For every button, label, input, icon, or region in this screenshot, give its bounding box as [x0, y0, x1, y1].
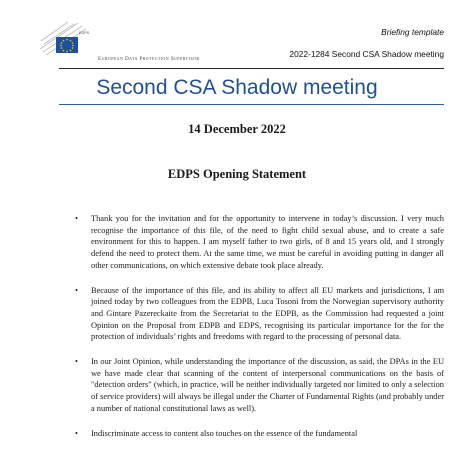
bullet-text: Thank you for the invitation and for the opportunity to intervene in today’s discussion. I very much recognise the importance of this file, of the need to fight child sexual abuse, and to create a safe environment for this to happen. I am myself father to two girls, of 8 and 15 years old, and I strongly defend the need to protect them. At the same time, we must be careful in avoiding putting in danger all other communications, on which extensive debate took place already. — [91, 214, 444, 270]
statement-body — [75, 213, 444, 452]
bullet-paragraph — [75, 285, 444, 344]
bullet-dot-icon: • — [75, 285, 78, 295]
bullet-paragraph — [75, 356, 444, 415]
statement-heading: EDPS Opening Statement — [167, 167, 307, 181]
bullet-dot-icon: • — [75, 357, 78, 367]
org-name: European Data Protection Supervisor — [98, 56, 200, 62]
title-divider — [59, 104, 444, 105]
bullet-text: Because of the importance of this file, and its ability to affect all EU markets and jurisdictions, I am joined today by two colleagues from the EDPB, Luca Tosoni from the Norwegian supervisory authority and Gintare Pazereckaite from the Secretariat to the EDPB, as the Commission had requested a joint Opinion on the Proposal from EDPB and EDPS, recognising its particular importance for the for the protection of individuals’ rights and freedoms with regard to the processing of personal data. — [91, 285, 444, 342]
header-divider — [59, 68, 444, 69]
edps-logo — [38, 19, 208, 62]
bullet-dot-icon: • — [75, 428, 78, 438]
edps-logo-emblem — [38, 19, 98, 59]
bullet-text: In our Joint Opinion, while understanding the importance of the discussion, as said, the DPAs in the EU we have made clear that scanning of the content of interpersonal communications on the basis of "detection orders" (which, in practice, will be neither individually targeted nor limited to only a selection of service providers) will always be illegal under the Charter of Fundamental Rights (and probably under a number of national constitutional laws as well). — [91, 357, 444, 413]
bullet-paragraph — [75, 428, 444, 440]
document-reference: 2022-1284 Second CSA Shadow meeting — [289, 49, 444, 59]
bullet-dot-icon: • — [75, 214, 78, 223]
bullet-paragraph — [75, 213, 444, 272]
document-title: Second CSA Shadow meeting — [96, 76, 378, 99]
template-label: Briefing template — [381, 27, 444, 37]
bullet-text: Indiscriminate access to content also touches on the essence of the fundamental — [91, 428, 358, 438]
meeting-date: 14 December 2022 — [188, 122, 286, 136]
logo-text: EDPS — [79, 31, 90, 35]
